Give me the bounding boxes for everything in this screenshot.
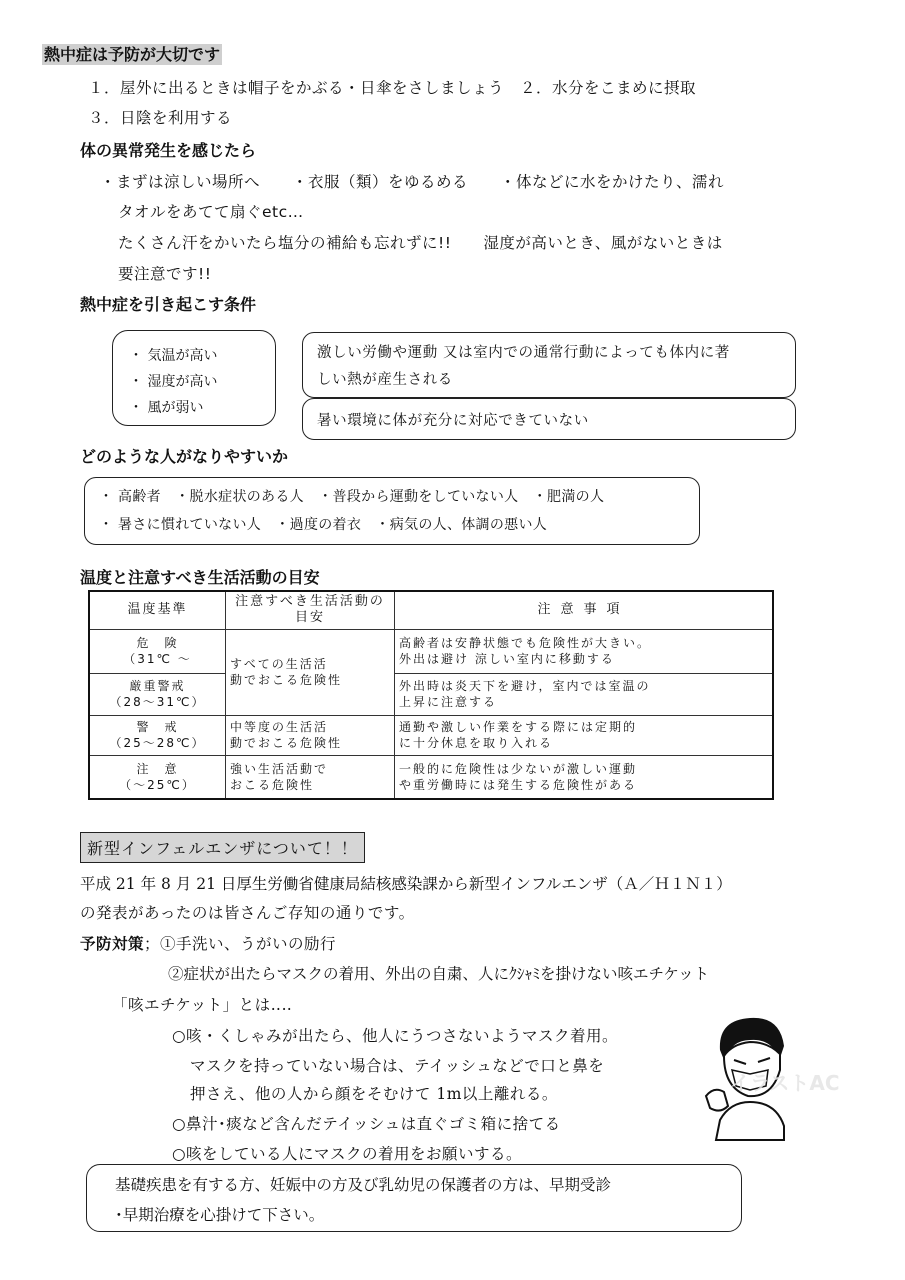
cause-box-2 [302, 398, 796, 440]
etiquette-3: ○咳をしている人にマスクの着用をお願いする。 [172, 1145, 523, 1163]
level-cell: 警 戒 （25～28℃） [89, 715, 226, 755]
note-cell: 一般的に危険性は少ないが激しい運動 や重労働時には発生する危険性がある [395, 755, 774, 799]
header-activity: 注意すべき生活活動の目安 [226, 591, 395, 629]
note-cell: 外出時は炎天下を避け，室内では室温の 上昇に注意する [395, 673, 774, 715]
condition-item: ・ 気温が高い [129, 348, 218, 364]
table-heading: 温度と注意すべき生活活動の目安 [80, 568, 320, 587]
measure-2: ②症状が出たらマスクの着用、外出の自粛、人にｸｼｬﾐを掛けない咳エチケット [168, 965, 710, 983]
who-line-2: ・ 暑さに慣れていない人 ・過度の着衣 ・病気の人、体調の悪い人 [99, 517, 548, 533]
abnormal-line-3: たくさん汗をかいたら塩分の補給も忘れずに!! 湿度が高いとき、風がないときは [118, 234, 723, 252]
activity-cell: 強い生活活動で おこる危険性 [226, 755, 395, 799]
header-temp: 温度基準 [89, 591, 226, 629]
etiquette-intro: 「咳エチケット」とは‥‥ [112, 996, 293, 1014]
notice-line-1: 基礎疾患を有する方、妊娠中の方及び乳幼児の保護者の方は、早期受診 [115, 1176, 612, 1194]
measure-1: ；①手洗い、うがいの励行 [144, 935, 337, 953]
note-cell: 通勤や激しい作業をする際には定期的 に十分休息を取り入れる [395, 715, 774, 755]
level-cell: 注 意 （～25℃） [89, 755, 226, 799]
notice-line-2: ･早期治療を心掛けて下さい。 [115, 1206, 325, 1224]
flu-intro-line-1: 平成 21 年 8 月 21 日厚生労働省健康局結核感染課から新型インフルエンザ（Ａ／Ｈ１Ｎ１） [80, 875, 732, 893]
flu-intro-line-2: の発表があったのは皆さんご存知の通りです。 [80, 904, 415, 922]
etiquette-1b: マスクを持っていない場合は、テイッシュなどで口と鼻を [190, 1057, 605, 1075]
table-row [89, 715, 773, 755]
table-row [89, 755, 773, 799]
temperature-table [88, 590, 774, 800]
etiquette-1c: 押さえ、他の人から顔をそむけて 1m以上離れる。 [190, 1085, 558, 1103]
table-header-row [89, 591, 773, 629]
prevention-line-1: １．屋外に出るときは帽子をかぶる・日傘をさしましょう ２．水分をこまめに摂取 [88, 79, 697, 97]
abnormal-line-4: 要注意です!! [118, 265, 212, 283]
cause-box-1 [302, 332, 796, 398]
note-cell: 高齢者は安静状態でも危険性が大きい。 外出は避け 涼しい室内に移動する [395, 629, 774, 673]
prevention-line-2: ３．日陰を利用する [88, 109, 233, 127]
notice-box [86, 1164, 742, 1232]
level-cell: 危 険 （31℃ ～ [89, 629, 226, 673]
level-cell: 厳重警戒 （28～31℃） [89, 673, 226, 715]
who-box [84, 477, 700, 545]
condition-item: ・ 湿度が高い [129, 374, 218, 390]
watermark-text: イラストAC [730, 1071, 840, 1095]
measures-label: 予防対策 [80, 934, 145, 953]
measures-line-1 [80, 932, 336, 954]
activity-cell: 中等度の生活活 動でおこる危険性 [226, 715, 395, 755]
table-row [89, 673, 773, 715]
header-notes: 注意事項 [395, 591, 774, 629]
who-heading: どのような人がなりやすいか [80, 447, 289, 466]
abnormal-line-1: ・まずは涼しい場所へ ・衣服（類）をゆるめる ・体などに水をかけたり、濡れ [100, 173, 725, 191]
cause-2: 暑い環境に体が充分に対応できていない [317, 413, 589, 429]
conditions-box [112, 330, 276, 426]
heat-title: 熱中症は予防が大切です [44, 45, 221, 64]
etiquette-1: ○咳・くしゃみが出たら、他人にうつさないようマスク着用。 [172, 1027, 619, 1045]
abnormal-line-2: タオルをあてて扇ぐetc… [118, 203, 304, 221]
conditions-heading: 熱中症を引き起こす条件 [80, 295, 257, 314]
flu-title: 新型インフェルエンザについて！！ [80, 832, 365, 863]
abnormal-heading: 体の異常発生を感じたら [80, 141, 257, 160]
activity-cell: すべての生活活 動でおこる危険性 [226, 629, 395, 715]
who-line-1: ・ 高齢者 ・脱水症状のある人 ・普段から運動をしていない人 ・肥満の人 [99, 489, 605, 505]
coughing-person-illustration [680, 1010, 840, 1140]
table-row [89, 629, 773, 673]
cause-1-line-2: しい熱が産生される [317, 372, 453, 388]
condition-item: ・ 風が弱い [129, 400, 204, 416]
cause-1-line-1: 激しい労働や運動 又は室内での通常行動によっても体内に著 [317, 345, 730, 361]
etiquette-2: ○鼻汁･痰など含んだテイッシュは直ぐゴミ箱に捨てる [172, 1115, 561, 1133]
